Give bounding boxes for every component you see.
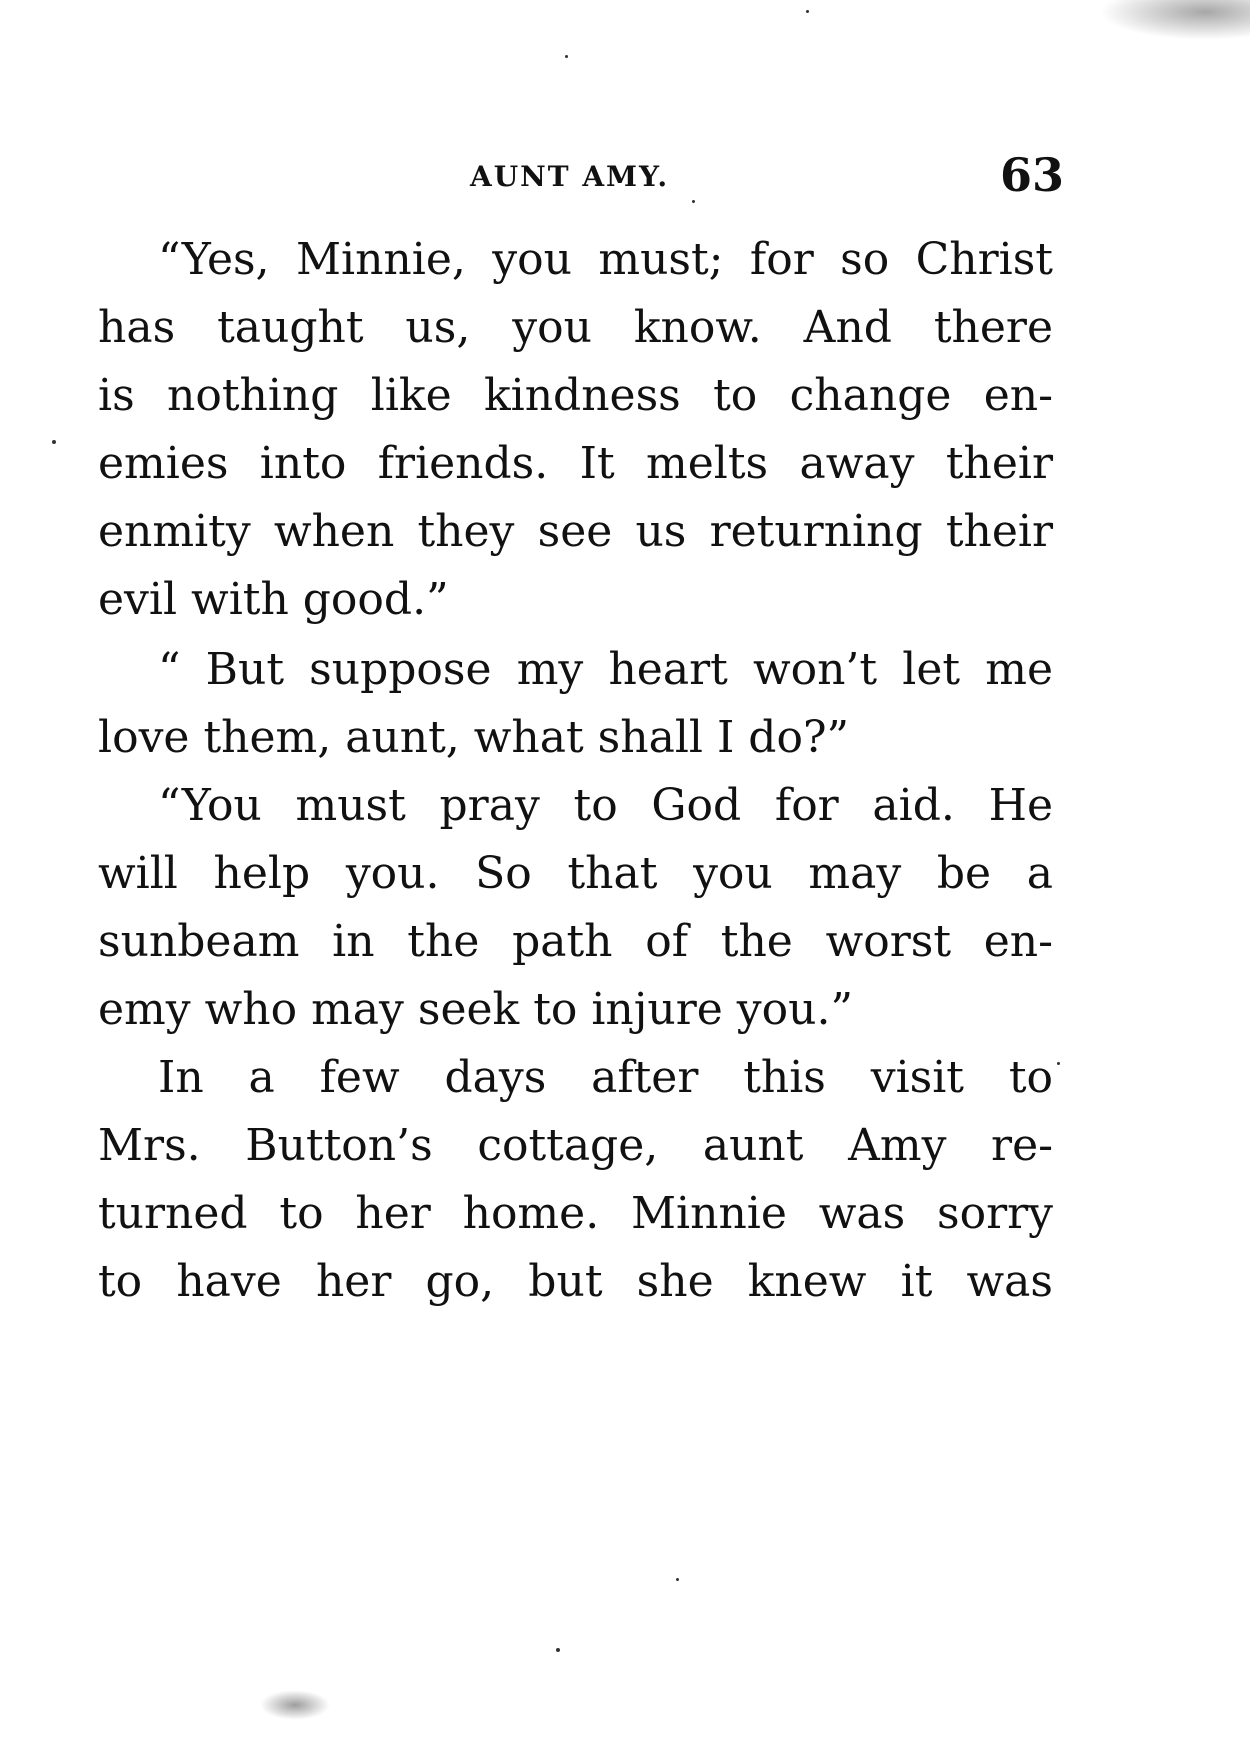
text-line: will help you. So that you may be a: [98, 848, 1053, 899]
scan-speck: [556, 1648, 560, 1652]
scan-speck: [52, 440, 56, 444]
text-line: emy who may seek to injure you.”: [98, 984, 853, 1035]
page-number: 63: [1000, 148, 1065, 202]
text-line: has taught us, you know. And there: [98, 302, 1053, 353]
scan-smudge-bottom: [260, 1690, 330, 1720]
scan-speck: [676, 1578, 679, 1581]
text-line: enmity when they see us returning their: [98, 506, 1053, 557]
text-line: love them, aunt, what shall I do?”: [98, 712, 850, 763]
scan-speck: [692, 200, 695, 203]
text-line: In a few days after this visit to: [158, 1052, 1053, 1103]
text-line: “ But suppose my heart won’t let me: [158, 644, 1053, 695]
running-head-title: AUNT AMY.: [470, 160, 670, 193]
scan-speck: [1057, 1062, 1060, 1065]
text-line: “You must pray to God for aid. He: [158, 780, 1053, 831]
text-line: emies into friends. It melts away their: [98, 438, 1053, 489]
text-line: sunbeam in the path of the worst en-: [98, 916, 1053, 967]
text-line: turned to her home. Minnie was sorry: [98, 1188, 1053, 1239]
scan-speck: [806, 10, 809, 13]
text-line: is nothing like kindness to change en-: [98, 370, 1053, 421]
text-line: Mrs. Button’s cottage, aunt Amy re-: [98, 1120, 1053, 1171]
scan-speck: [565, 55, 568, 58]
scan-smudge-top-right: [1100, 0, 1250, 40]
text-line: evil with good.”: [98, 574, 449, 625]
text-line: “Yes, Minnie, you must; for so Christ: [158, 234, 1053, 285]
text-line: to have her go, but she knew it was: [98, 1256, 1053, 1307]
